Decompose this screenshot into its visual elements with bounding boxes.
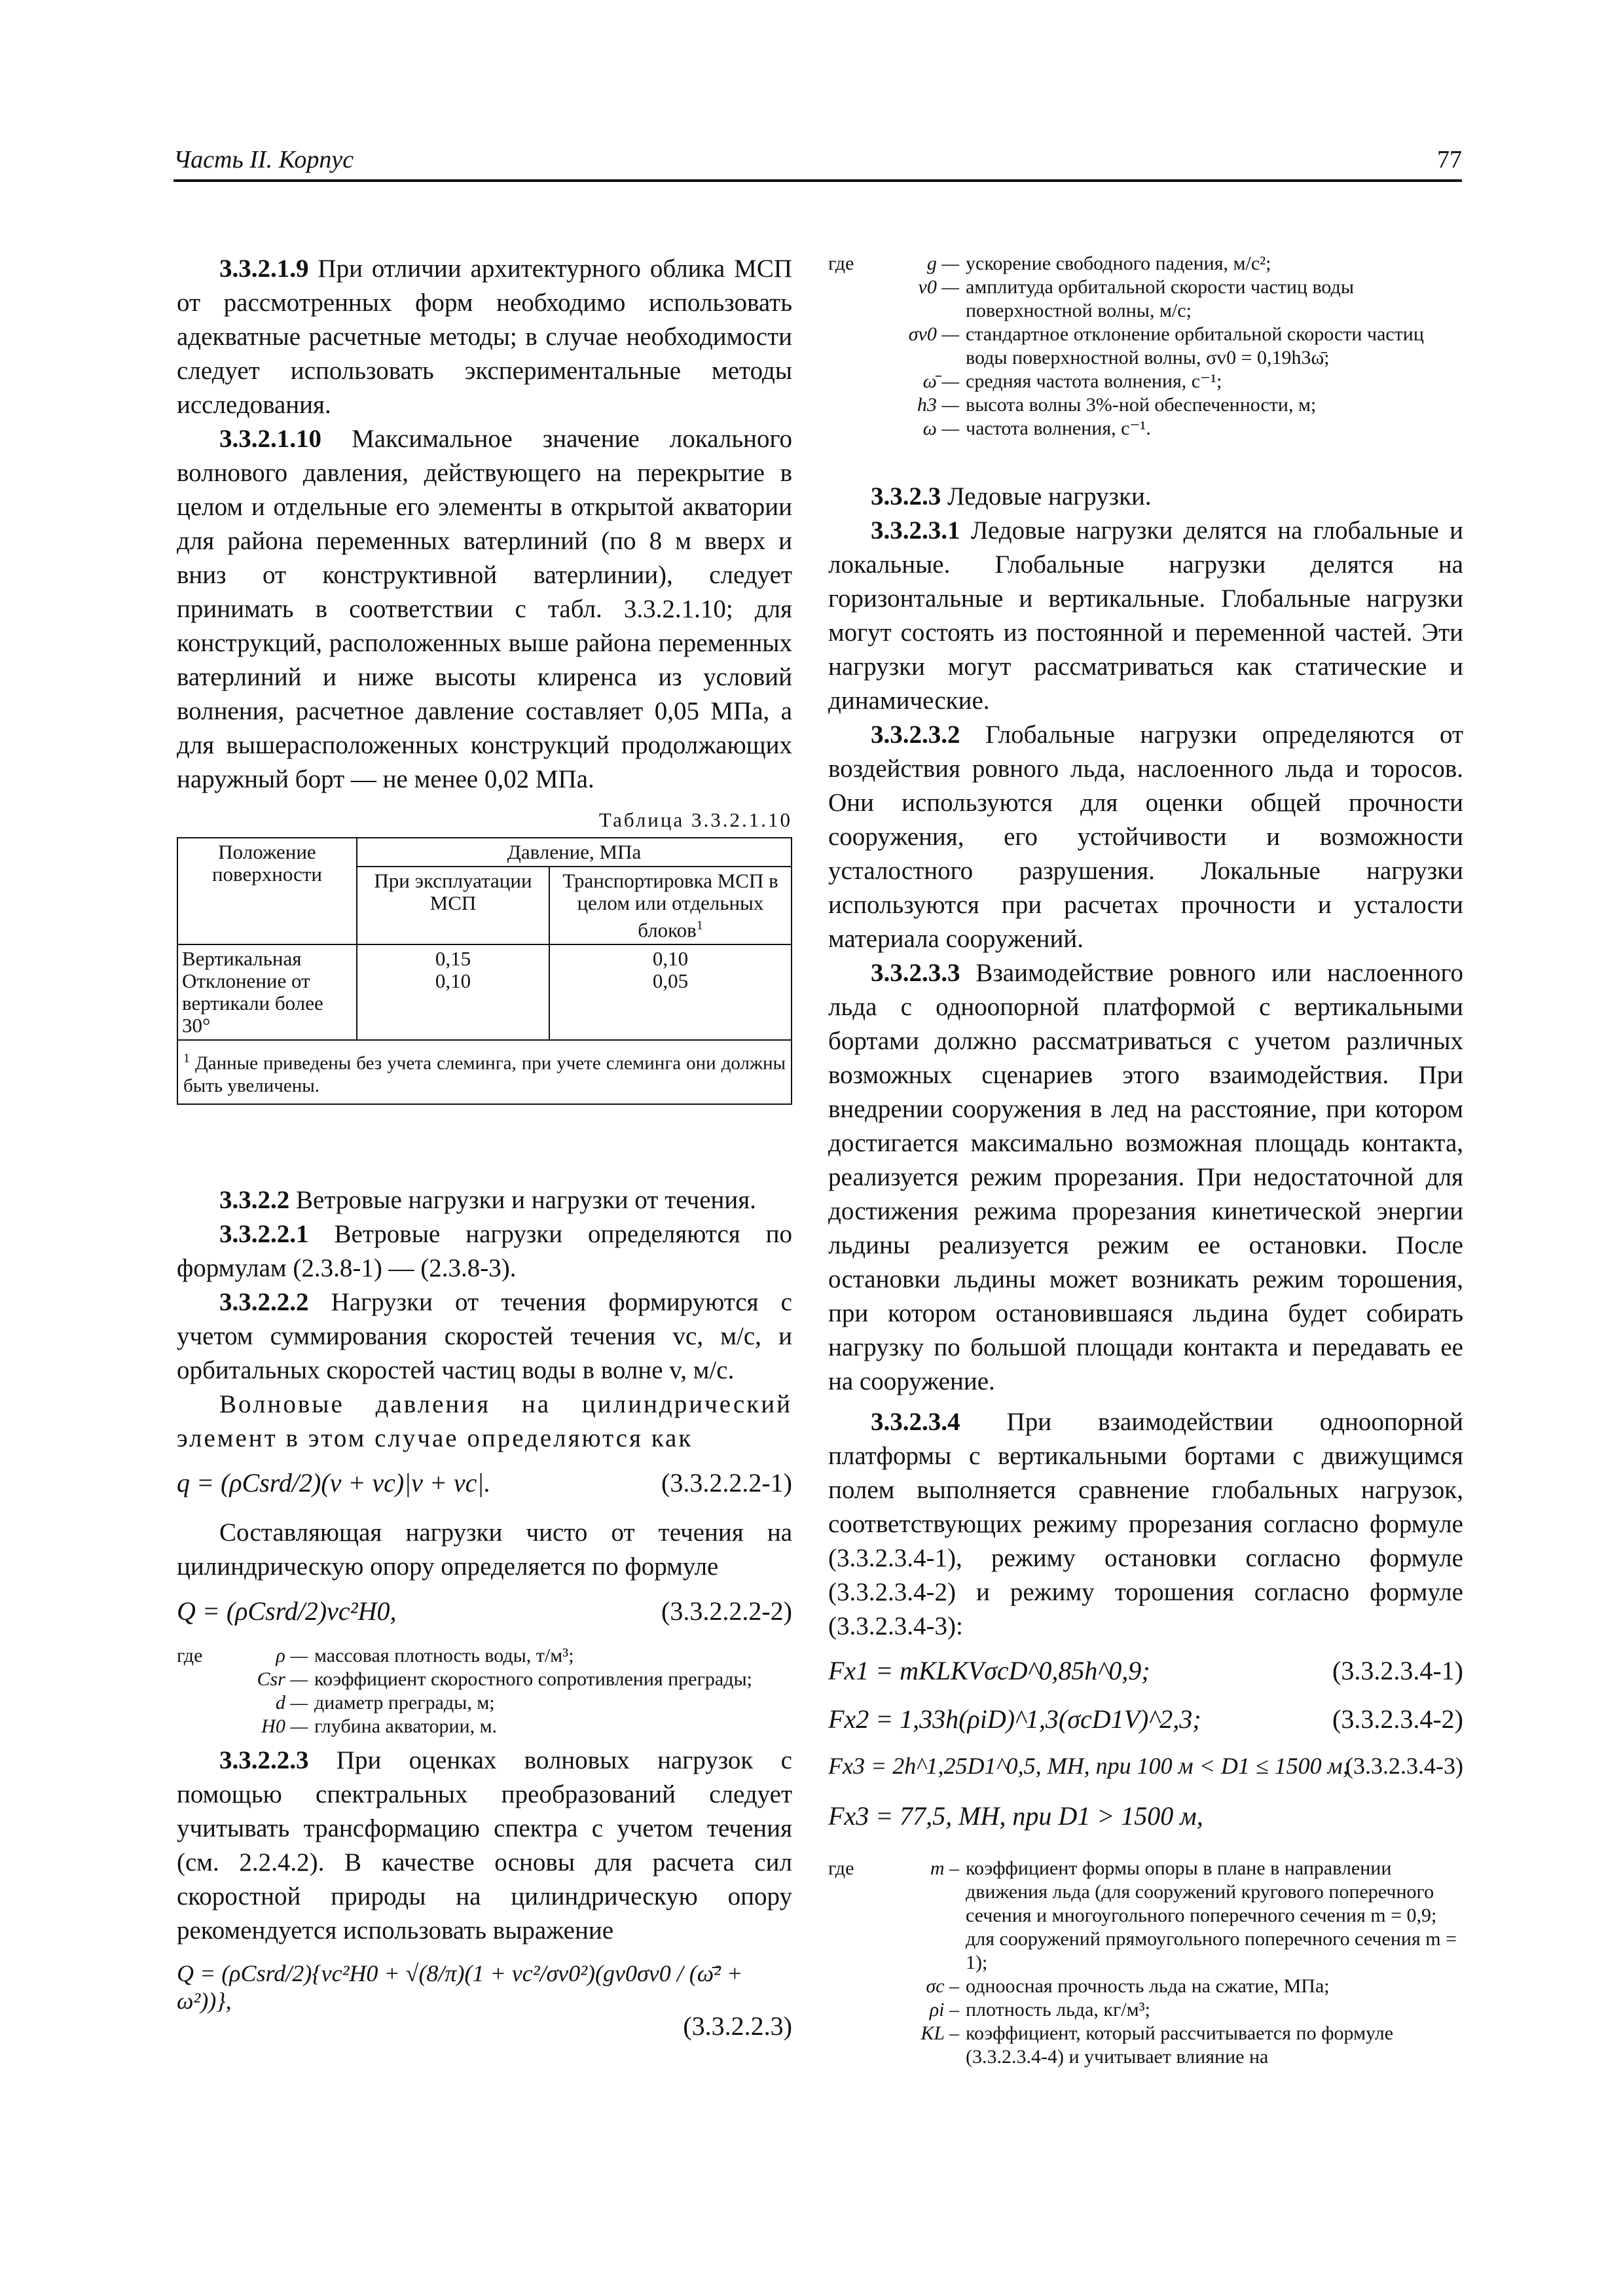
paragraph: 3.3.2.2 Ветровые нагрузки и нагрузки от течения. — [219, 1185, 756, 1214]
paragraph: 3.3.2.3.4 При взаимодействии одноопорной платформы с вертикальными бортами с движущимся полем выполняется сравнение глобальных нагрузок, соответствующих режиму прорезания согласно формуле (3.3.2.3.4-1), режиму остановки согласно формуле (3.3.2.3.4-2) и режиму торошения согласно формуле (3.3.2.3.4-3): — [828, 1408, 1463, 1640]
page-number: 77 — [1437, 146, 1462, 173]
paragraph: 3.3.2.3.3 Взаимодействие ровного или наслоенного льда с одноопорной платформой с вертикальными бортами должно рассматриваться с учетом различных возможных сценариев этого взаимодействия. При внедрении сооружения в лед на расстояние, при котором достигается максимально возможная площадь контакта, реализуется режим прорезания. При недостаточной для достижения режима прорезания кинетической энергии льдины реализуется режим ее остановки. После остановки льдины может возникать режим торошения, при котором остановившаяся льдина будет собирать нагрузку по большой площади контакта и передавать ее на сооружение. — [828, 959, 1463, 1395]
table-cell-transport: 0,10 0,05 — [549, 944, 792, 1040]
formula: Fx2 = 1,33h(ρiD)^1,3(σcD1V)^2,3; (3.3.2.3.4-2) — [828, 1704, 1463, 1734]
formula: Q = (ρCsrd/2)vc²H0, (3.3.2.2.2-2) — [177, 1596, 792, 1626]
paragraph: 3.3.2.3.1 Ледовые нагрузки делятся на глобальные и локальные. Глобальные нагрузки делятся на горизонтальные и вертикальные. Глобальные нагрузки могут состоять из постоянной и переменной частей. Эти нагрузки могут рассматриваться как статические и динамические. — [828, 516, 1463, 715]
paragraph: 3.3.2.2.3 При оценках волновых нагрузок с помощью спектральных преобразований следует учитывать трансформацию спектра с учетом течения (см. 2.2.4.2). В качестве основы для расчета сил скоростной природы на цилиндрическую опору рекомендуется использовать выражение — [177, 1746, 792, 1945]
formula-number: (3.3.2.2.3) — [683, 2011, 792, 2041]
table-header-pressure: Давление, МПа — [357, 838, 792, 867]
section-heading: 3.3.2.3 Ледовые нагрузки. — [871, 482, 1152, 511]
running-title: Часть II. Корпус — [173, 146, 354, 173]
variable-list: где ρ — массовая плотность воды, т/м³; Csr — коэффициент скоростного сопротивления преграды; d — диаметр преграды, м; H0 — глубина акватории, м. — [177, 1644, 752, 1737]
paragraph: 3.3.2.1.9 При отличии архитектурного облика МСП от рассмотренных форм необходимо использовать адекватные расчетные методы; в случае необходимости следует использовать экспериментальные методы исследования. — [177, 255, 792, 419]
paragraph: 3.3.2.1.10 Максимальное значение локального волнового давления, действующего на перекрытие в целом и отдельные его элементы в открытой акватории для района переменных ватерлиний (по 8 м вверх и вниз от конструктивной ватерлинии), следует принимать в соответствии с табл. 3.3.2.1.10; для конструкций, расположенных выше района переменных ватерлиний и ниже высоты клиренса из условий волнения, расчетное давление составляет 0,05 МПа, а для вышерасположенных конструкций продолжающих наружный борт — не менее 0,02 МПа. — [177, 425, 792, 793]
formula: q = (ρCsrd/2)(v + vc)|v + vc|. (3.3.2.2.2-1) — [177, 1467, 792, 1498]
variable-list: где g — ускорение свободного падения, м/с²; v0 — амплитуда орбитальной скорости частиц воды поверхностной волны, м/с; σv0 — стандартное отклонение орбитальной скорости частиц воды поверхностной волны, σv0 = 0,19h3ω̄; ω̄ — средняя частота волнения, с⁻¹; h3 — высота волны 3%-ной обеспеченности, м; ω — частота волнения, с⁻¹. — [828, 253, 1424, 439]
variable-list: где m – коэффициент формы опоры в плане в направлении движения льда (для сооружений кругового поперечного сечения и многоугольного поперечного сечения m = 0,9; для сооружений прямоугольного поперечного сечения m = 1); σc – одноосная прочность льда на сжатие, МПа; ρi – плотность льда, кг/м³; KL – коэффициент, который рассчитывается по формуле (3.3.2.3.4-4) и учитывает влияние на — [828, 1857, 1457, 2068]
formula: Fx1 = mKLKVσcD^0,85h^0,9; (3.3.2.3.4-1) — [828, 1656, 1463, 1685]
paragraph: 3.3.2.3.2 Глобальные нагрузки определяются от воздействия ровного льда, наслоенного льда и торосов. Они используются для оценки общей прочности сооружения, его устойчивости и возможности усталостного разрушения. Локальные нагрузки используются при расчетах прочности и усталости материала сооружений. — [828, 721, 1463, 953]
left-column — [177, 252, 792, 2059]
pressure-table — [177, 837, 792, 1105]
table-header-transport: Транспортировка МСП в целом или отдельных блоков$^1$ — [549, 867, 792, 944]
table-header-operation: При эксплуатации МСП — [357, 867, 549, 944]
table-caption: Таблица 3.3.2.1.10 — [598, 808, 792, 831]
formula: Fx3 = 77,5, МН, при D1 > 1500 м, — [828, 1801, 1203, 1831]
table-header-position: Положение поверхности — [177, 838, 357, 944]
paragraph: 3.3.2.2.1 Ветровые нагрузки определяются по формулам (2.3.8-1) — (2.3.8-3). — [177, 1219, 792, 1282]
paragraph: Составляющая нагрузки чисто от течения на цилиндрическую опору определяется по формуле — [177, 1518, 792, 1581]
formula: Fx3 = 2h^1,25D1^0,5, МН, при 100 м < D1 ≤ 1500 м; (3.3.2.3.4-3) — [828, 1753, 1463, 1779]
table-footnote: $^1$ Данные приведены без учета слеминга, при учете слеминга они должны быть увеличены. — [177, 1040, 792, 1104]
table-cell-operation: 0,15 0,10 — [357, 944, 549, 1040]
right-column — [828, 252, 1463, 2069]
table-cell-label: Вертикальная Отклонение от вертикали более 30° — [177, 944, 357, 1040]
paragraph: Волновые давления на цилиндрический элемент в этом случае определяются как — [177, 1390, 792, 1452]
page-header — [173, 145, 1462, 182]
formula: Q = (ρCsrd/2){vc²H0 + √(8/π)(1 + vc²/σv0²)(gv0σv0 / (ω̄² + ω²))}, — [177, 1960, 743, 2014]
paragraph: 3.3.2.2.2 Нагрузки от течения формируются с учетом суммирования скоростей течения vc, м/с, и орбитальных скоростей частиц воды в волне v, м/с. — [177, 1287, 792, 1384]
